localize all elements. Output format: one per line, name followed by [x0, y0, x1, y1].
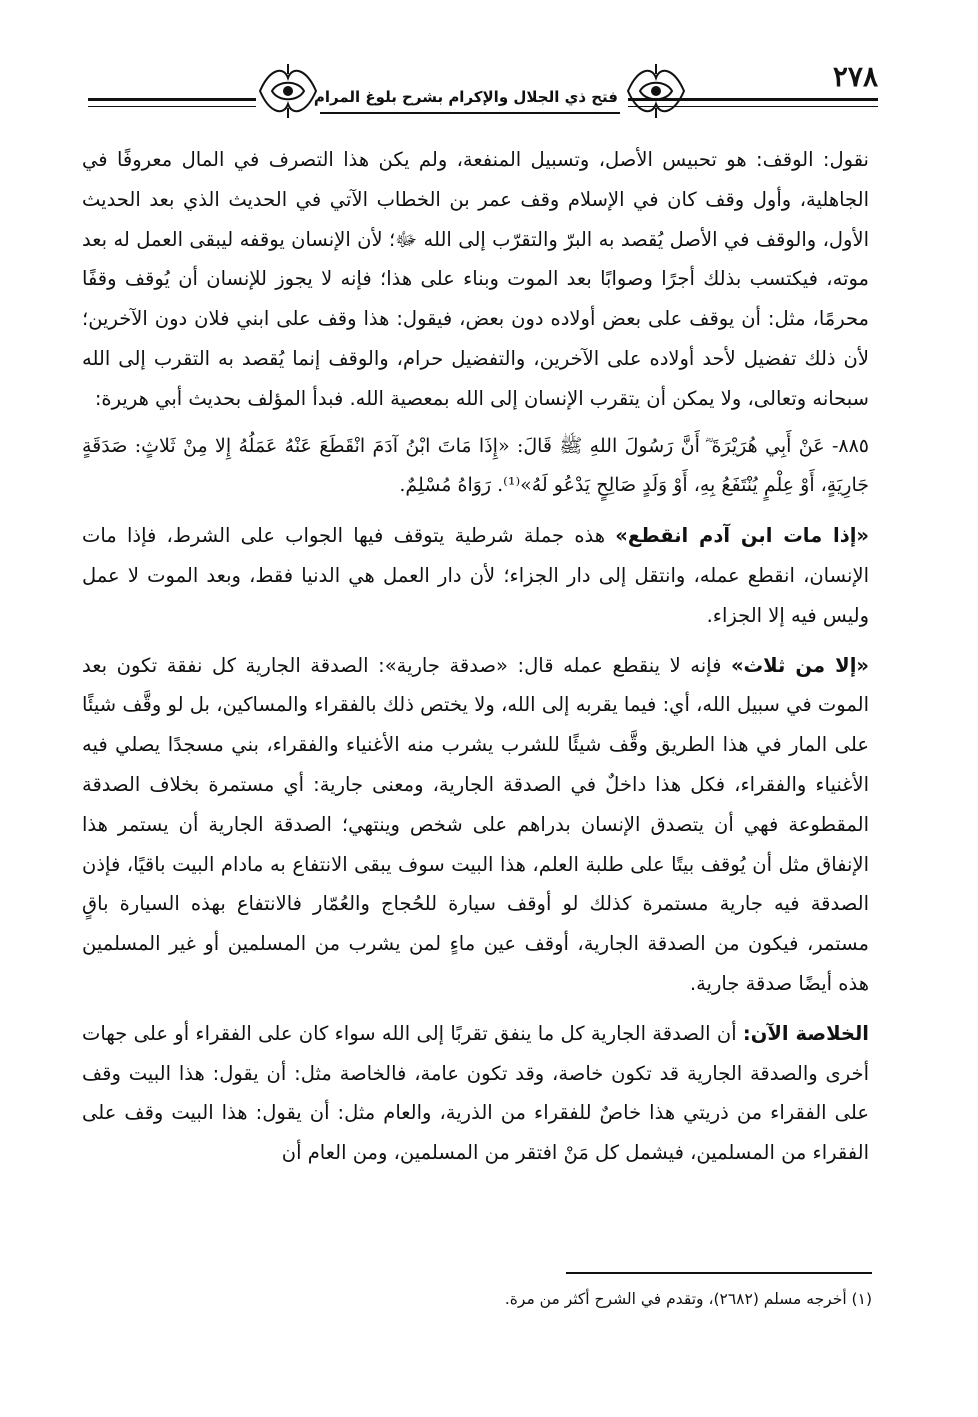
arabesque-ornament-icon [624, 62, 688, 120]
footnote-separator [566, 1272, 872, 1274]
paragraph-lead: الخلاصة الآن: [742, 1021, 869, 1045]
page-number: ٢٧٨ [832, 60, 878, 93]
paragraph-text: نقول: الوقف: هو تحبيس الأصل، وتسبيل المنفعة، ولم يكن هذا التصرف في المال معروفًا في الجاهلية، وأول وقف كان في الإسلام وقف عمر بن الخطاب الآتي في الحديث الذي بعد الحديث الأول، والوقف في الأصل يُقصد به البرّ والتقرّب إلى الله ﷻ؛ لأن الإنسان يوقفه ليبقى العمل له بعد موته، فيكتسب بذلك أجرًا وصوابًا بعد الموت وبناء على هذا؛ فإنه لا يجوز للإنسان أن يُوقف وقفًا محرمًا، مثل: أن يوقف على بعض أولاده دون بعض، فيقول: هذا وقف على ابني فلان دون الآخرين؛ لأن ذلك تفضيل لأحد أولاده على الآخرين، والتفضيل حرام، والوقف إنما يُقصد به التقرب إلى الله سبحانه وتعالى، ولا يمكن أن يتقرب الإنسان إلى الله بمعصية الله. فبدأ المؤلف بحديث أبي هريرة: [82, 148, 869, 410]
book-title: فتح ذي الجلال والإكرام بشرح بلوغ المرام [313, 88, 618, 106]
paragraph-khulasa [82, 1014, 869, 1173]
paragraph-idha-mata [82, 516, 869, 635]
paragraph-illa-min-thalath [82, 646, 869, 1004]
paragraph-lead: «إذا مات ابن آدم انقطع» [615, 524, 869, 548]
page-body [82, 140, 869, 1173]
paragraph-text: فإنه لا ينقطع عمله قال: «صدقة جارية»: الصدقة الجارية كل نفقة تكون بعد الموت في سبيل الله، أي: فيما يقربه إلى الله، ولا يختص ذلك بالفقراء والمساكين، بل لو وقَّف شيئًا على المار في هذا الطريق وقَّف شيئًا للشرب يشرب منه الأغنياء والفقراء، بني مسجدًا يصلي فيه الأغنياء والفقراء، فكل هذا داخلٌ في الصدقة الجارية، ومعنى جارية: أي مستمرة بخلاف الصدقة المقطوعة فهي أن يتصدق الإنسان بدراهم على شخص وينتهي؛ الصدقة الجارية أن يستمر هذا الإنفاق مثل أن يُوقف بيتًا على طلبة العلم، هذا البيت سوف يبقى الانتفاع به مادام البيت باقيًا، فإذن الصدقة فيه جارية مستمرة كذلك لو أوقف سيارة للحُجاج والعُمّار فالانتفاع بهذه السيارة باقٍ مستمر، فيكون من الصدقة الجارية، أوقف عين ماءٍ لمن يشرب من المسلمين أو غير المسلمين هذه أيضًا صدقة جارية. [82, 653, 869, 995]
paragraph-lead: «إلا من ثلاث» [730, 653, 869, 677]
title-underline [320, 112, 620, 114]
hadith-885 [82, 427, 869, 507]
arabesque-ornament-icon [256, 62, 320, 120]
hadith-text: ٨٨٥- عَنْ أَبِي هُرَيْرَةَ ؓ أَنَّ رَسُولَ اللهِ ﷺ قَالَ: «إِذَا مَاتَ ابْنُ آدَمَ انْقَطَعَ عَنْهُ عَمَلُهُ إِلا مِنْ ثَلاثٍ: صَدَقَةٍ جَارِيَةٍ، أَوْ عِلْمٍ يُنْتَفَعُ بِهِ، أَوْ وَلَدٍ صَالِحٍ يَدْعُو لَهُ»⁽¹⁾. رَوَاهُ مُسْلِمٌ. [82, 434, 869, 497]
paragraph-text: هذه جملة شرطية يتوقف فيها الجواب على الشرط، فإذا مات الإنسان، انقطع عمله، وانتقل إلى دار الجزاء؛ لأن دار العمل هي الدنيا فقط، وبعد الموت لا عمل وليس فيه إلا الجزاء. [82, 524, 869, 627]
header-rule-left [88, 98, 256, 101]
paragraph-definition [82, 140, 869, 419]
page-header [88, 58, 878, 130]
paragraph-text: أن الصدقة الجارية كل ما ينفق تقربًا إلى الله سواء كان على الفقراء أو على جهات أخرى والصدقة الجارية قد تكون خاصة، وقد تكون عامة، فالخاصة مثل: أن يقول: هذا البيت وقف على الفقراء من ذريتي هذا خاصٌ للفقراء من الذرية، والعام مثل: أن يقول: هذا البيت وقف على الفقراء من المسلمين، فيشمل كل مَنْ افتقر من المسلمين، ومن العام أن [82, 1021, 869, 1165]
header-rule-left-thin [88, 106, 256, 107]
footnote-1: (١) أخرجه مسلم (٢٦٨٢)، وتقدم في الشرح أكثر من مرة. [504, 1290, 872, 1308]
